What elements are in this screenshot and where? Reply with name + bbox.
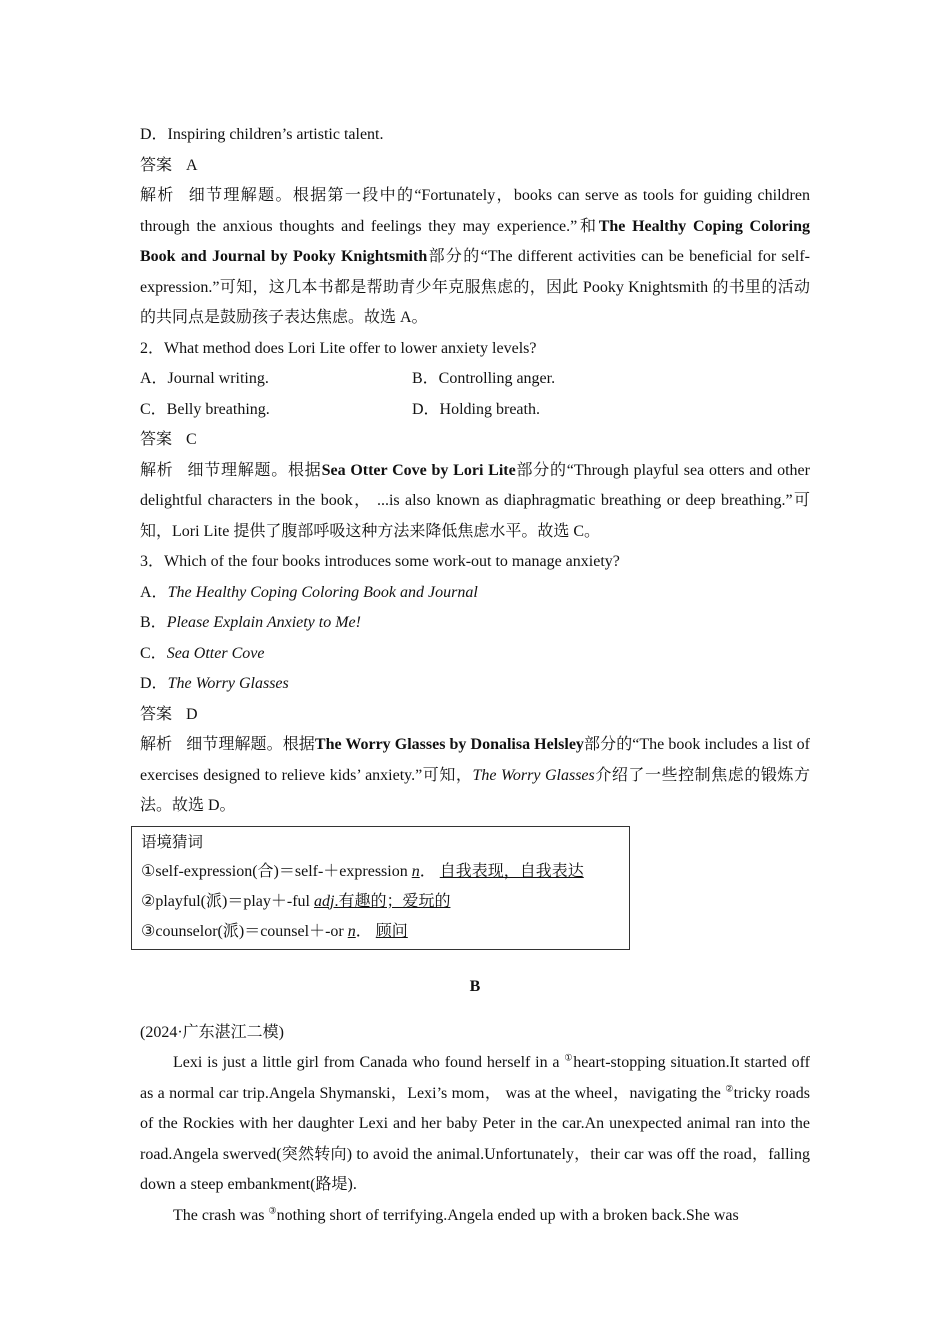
vocab-item [141, 917, 621, 947]
vocab-word: ②playful(派)＝play＋-ful [141, 892, 314, 910]
vocab-sep: . [334, 892, 339, 910]
answer-value: D [186, 705, 198, 723]
answer-value: C [186, 431, 197, 448]
q3-option-c [140, 639, 810, 670]
analysis-text: 部分的“The different activities can be beneficial for self-expression.”可知，这几本书都是帮助青少年克服焦虑的，因此 Pooky Knightsmith 的书里的活动的共同点是鼓励孩子表达焦虑。故选 A。 [140, 248, 810, 326]
book-title: The Healthy Coping Coloring Book and Journal by Pooky Knightsmith [140, 217, 810, 265]
section-source: (2024·广东湛江二模) [140, 1023, 284, 1041]
vocab-meaning: 自我表现，自我表达 [439, 862, 584, 880]
option-letter: C． [140, 644, 167, 662]
vocab-meaning: 顾问 [375, 922, 408, 940]
vocab-pos: n [347, 922, 356, 940]
passage-text: heart-stopping situation.It started off as a normal car trip.Angela Shymanski，Lexi’s mom， was at the wheel，navigating the [140, 1054, 811, 1102]
q3-option-b [140, 608, 810, 639]
option-letter: B． [140, 614, 167, 631]
passage-text: tricky roads of the Rockies with her daughter Lexi and her baby Peter in the car.An unexpected animal ran into the road.Angela swerved(突然转向) to avoid the animal.Unfortunately，their car was off the road，falling down a steep embankment(路堤). [140, 1084, 810, 1193]
option-text: Please Explain Anxiety to Me! [166, 614, 361, 631]
q1-option-d: D．Inspiring children’s artistic talent. [140, 126, 384, 143]
q3-option-d [140, 669, 810, 700]
q2-answer [140, 425, 810, 456]
q2-options-row-1 [140, 364, 810, 395]
analysis-text: 介绍了一些控制焦虑的锻炼方法。故选 D。 [140, 766, 810, 814]
answer-label: 答案 [140, 156, 173, 174]
book-title: Sea Otter Cove by Lori Lite [321, 461, 516, 479]
footnote-marker: ② [725, 1083, 734, 1094]
document-content [140, 120, 810, 1231]
analysis-text: 部分的“The book includes a list of exercises designed to relieve kids’ anxiety.”可知， [140, 736, 811, 784]
analysis-text: 部分的“Through playful sea otters and other delightful characters in the book， ...is also known as diaphragmatic breathing or deep breathing.”可知，Lori Lite 提供了腹部呼吸这种方法来降低焦虑水平。故选 C。 [140, 461, 810, 540]
q2-option-d: D．Holding breath. [412, 400, 540, 418]
q2-option-a: A．Journal writing. [140, 370, 269, 387]
analysis-text: 细节理解题。根据 [187, 461, 322, 479]
q2-option-b: B．Controlling anger. [412, 370, 556, 387]
vocab-sep: ． [419, 862, 436, 880]
option-text: The Worry Glasses [167, 675, 289, 692]
analysis-text: 细节理解题。根据第一段中的“Fortunately，books can serve as tools for guiding children through the anxious thoughts and feelings they may experience.”和 [140, 187, 810, 235]
analysis-label: 解析 [140, 461, 174, 479]
vocab-word: ③counselor(派)＝counsel＋-or [141, 922, 348, 940]
section-heading: B [469, 977, 481, 995]
footnote-marker: ① [564, 1052, 574, 1063]
q1-analysis [140, 181, 810, 334]
option-text: Sea Otter Cove [166, 644, 265, 662]
option-letter: A． [140, 583, 168, 601]
q3-option-a [140, 578, 810, 609]
q2-question: 2．What method does Lori Lite offer to lower anxiety levels? [140, 339, 537, 357]
q3-analysis [140, 730, 810, 822]
footnote-marker: ③ [268, 1205, 277, 1216]
book-title: The Worry Glasses by Donalisa Helsley [314, 736, 584, 753]
analysis-text: 细节理解题。根据 [186, 736, 315, 753]
q1-answer [140, 151, 810, 182]
vocab-sep: ． [355, 922, 372, 940]
vocab-box-title: 语境猜词 [141, 832, 204, 851]
vocab-meaning: 有趣的；爱玩的 [338, 892, 451, 910]
q2-option-c: C．Belly breathing. [140, 400, 270, 418]
q2-analysis [140, 456, 810, 548]
analysis-label: 解析 [140, 736, 173, 753]
q2-options-row-2 [140, 395, 810, 426]
vocab-item [141, 887, 621, 917]
book-title-italic: The Worry Glasses [472, 766, 595, 784]
vocab-box [131, 826, 630, 950]
answer-label: 答案 [140, 705, 173, 723]
passage-text: The crash was [173, 1206, 269, 1224]
vocab-word: ①self-expression(合)＝self-＋expression [141, 862, 412, 880]
vocab-item [141, 857, 621, 887]
option-text: The Healthy Coping Coloring Book and Journal [167, 583, 478, 601]
answer-label: 答案 [140, 431, 173, 448]
vocab-pos: n [411, 862, 420, 880]
answer-value: A [186, 156, 198, 174]
q3-question: 3．Which of the four books introduces some work-out to manage anxiety? [140, 553, 620, 570]
passage-text: Lexi is just a little girl from Canada who found herself in a [173, 1054, 565, 1071]
passage-paragraph [140, 1201, 810, 1232]
q3-answer [140, 700, 810, 731]
passage-paragraph [140, 1048, 810, 1201]
passage-text: nothing short of terrifying.Angela ended up with a broken back.She was [276, 1206, 739, 1224]
option-letter: D． [140, 675, 168, 692]
analysis-label: 解析 [140, 187, 175, 204]
vocab-pos: adj [313, 892, 335, 910]
